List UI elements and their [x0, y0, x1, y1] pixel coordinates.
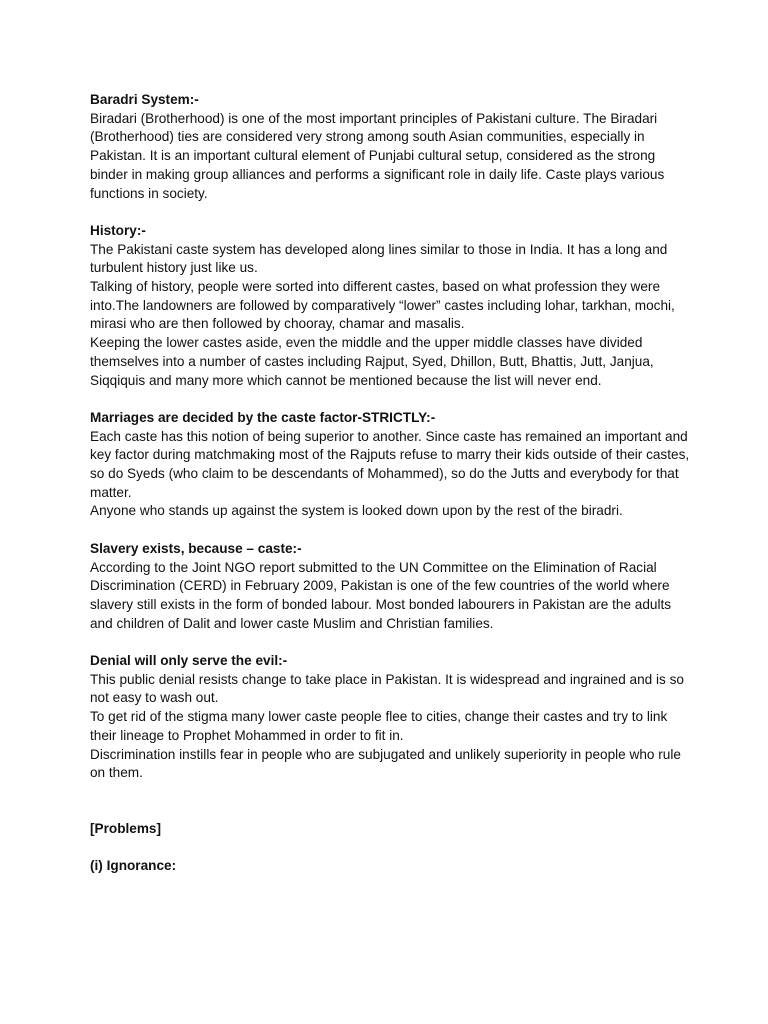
section-history [90, 222, 690, 390]
problems-heading: [Problems] [90, 820, 162, 836]
section-denial [90, 652, 690, 783]
section-heading: Baradri System:- [90, 92, 199, 107]
section-paragraph: According to the Joint NGO report submitted to the UN Committee on the Elimination of Racial Discrimination (CERD) in February 2009, Pakistan is one of the few countries of the world where slavery still exists in the form of bonded labour. Most bonded labourers in Pakistan are the adults and children of Dalit and lower caste Muslim and Christian families. [90, 559, 672, 631]
section-paragraph: Anyone who stands up against the system is looked down upon by the rest of the biradri. [90, 503, 623, 519]
section-slavery [90, 540, 690, 634]
section-paragraph: To get rid of the stigma many lower caste people flee to cities, change their castes and try to link their lineage to Prophet Mohammed in order to fit in. [90, 709, 668, 743]
section-paragraph: Discrimination instills fear in people who are subjugated and unlikely superiority in people who rule on them. [90, 746, 681, 781]
section-marriages [90, 409, 690, 521]
section-paragraph: Keeping the lower castes aside, even the middle and the upper middle classes have divided themselves into a number of castes including Rajput, Syed, Dhillon, Butt, Bhattis, Jutt, Janjua, Siqqiquis and many more which cannot be mentioned because the list will never end. [90, 335, 654, 388]
section-heading: History:- [90, 222, 146, 238]
document-page [90, 91, 690, 895]
section-paragraph: This public denial resists change to take place in Pakistan. It is widespread and ingrained and is so not easy to wash out. [90, 671, 684, 706]
section-baradri-system [90, 91, 690, 203]
section-paragraph: Talking of history, people were sorted into different castes, based on what profession they were into.The landowners are followed by comparatively “lower” castes including lohar, tarkhan, mochi, mirasi who are then followed by chooray, chamar and masalis. [90, 279, 675, 332]
ignorance-heading: (i) Ignorance: [90, 858, 177, 874]
section-paragraph: The Pakistani caste system has developed along lines similar to those in India. It has a long and turbulent history just like us. [90, 241, 668, 276]
section-heading: Slavery exists, because – caste:- [90, 540, 302, 556]
section-paragraph: Biradari (Brotherhood) is one of the most important principles of Pakistani culture. The Biradari (Brotherhood) ties are considered very strong among south Asian communities, especially in Pakistan. It is an important cultural element of Punjabi cultural setup, considered as the strong binder in making group alliances and performs a significant role in daily life. Caste plays various functions in society. [90, 110, 665, 201]
section-ignorance [90, 857, 690, 876]
section-paragraph: Each caste has this notion of being superior to another. Since caste has remained an important and key factor during matchmaking most of the Rajputs refuse to marry their kids outside of their castes, so do Syeds (who claim to be descendants of Mohammed), so do the Jutts and everybody for that matter. [90, 428, 690, 500]
section-heading: Denial will only serve the evil:- [90, 653, 288, 669]
section-problems [90, 820, 690, 839]
section-heading: Marriages are decided by the caste factor-STRICTLY:- [90, 409, 436, 425]
